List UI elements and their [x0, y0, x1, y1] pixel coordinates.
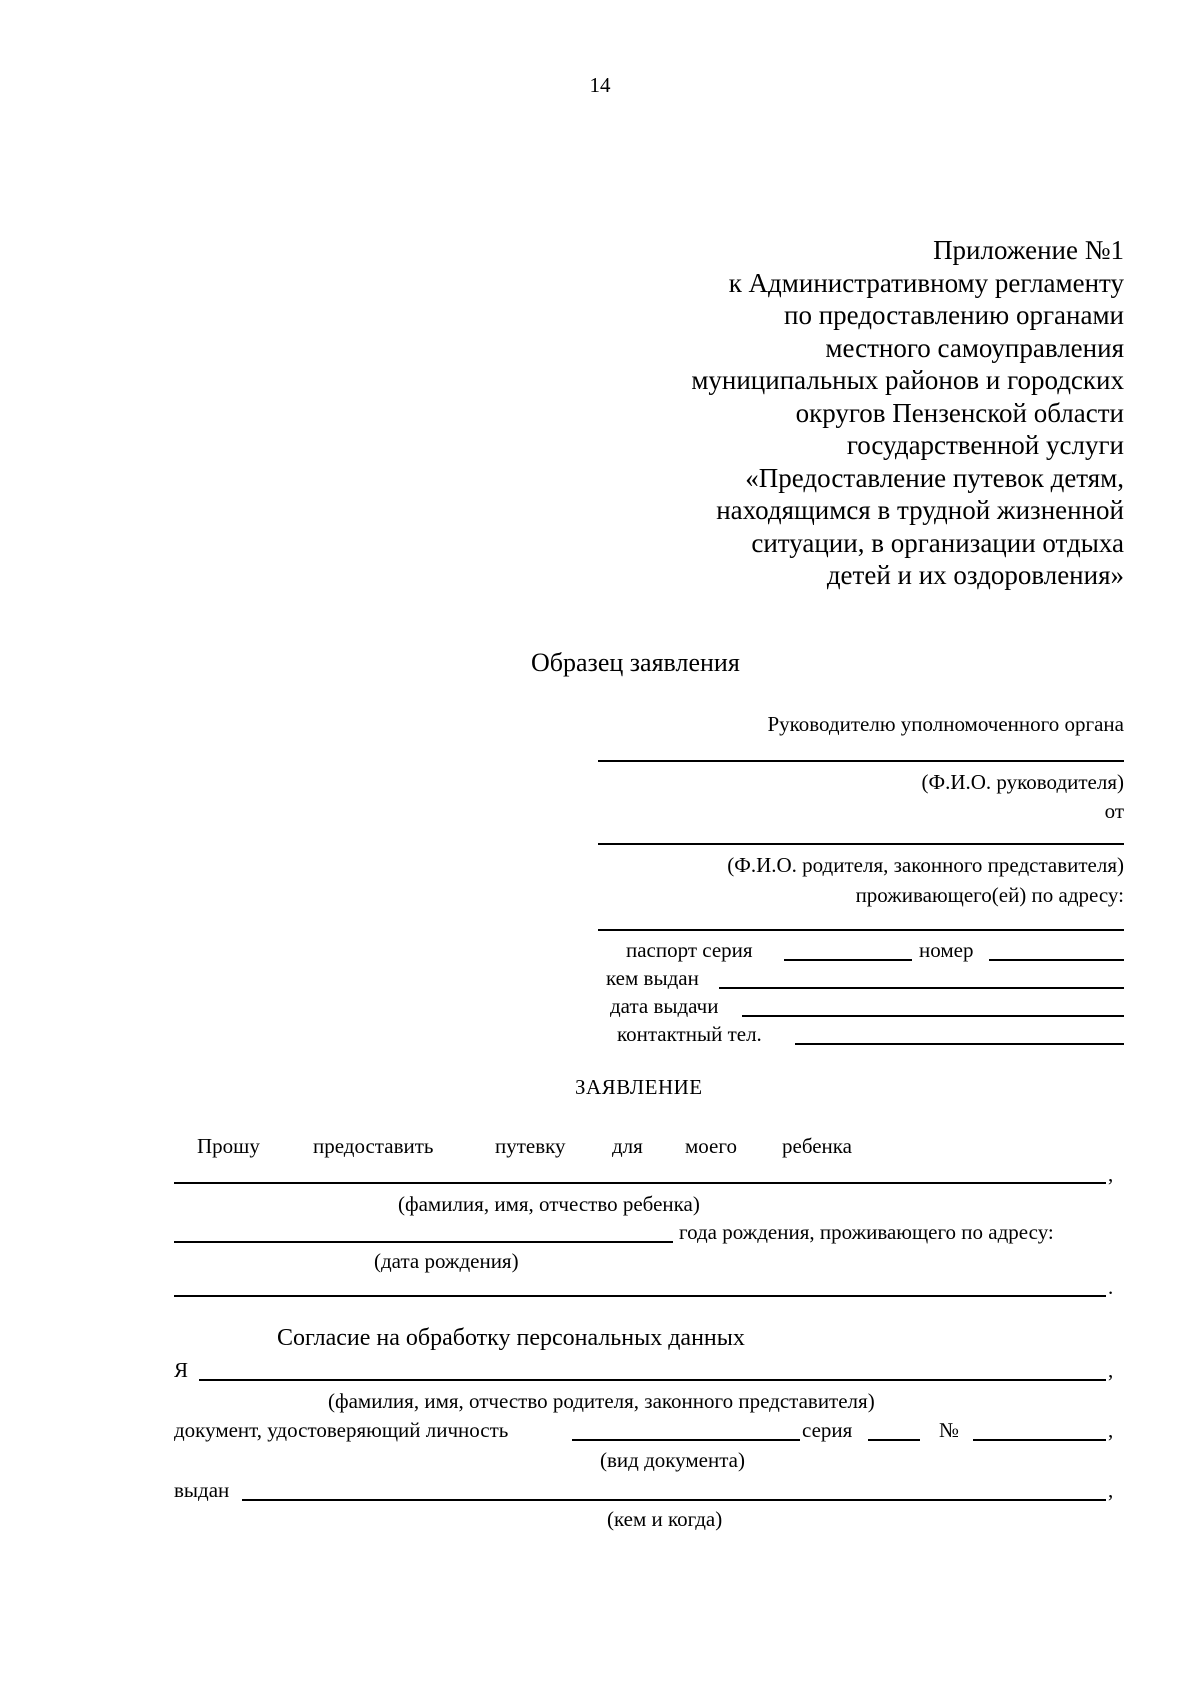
request-word: предоставить	[313, 1134, 434, 1158]
id-number-label: №	[939, 1418, 960, 1442]
issued-label: выдан	[174, 1478, 230, 1502]
parent-name-field[interactable]	[598, 843, 1124, 845]
appendix-line: «Предоставление путевок детям,	[745, 462, 1124, 493]
appendix-line: ситуации, в организации отдыха	[751, 527, 1124, 558]
issue-date-field[interactable]	[742, 1015, 1124, 1017]
from-label: от	[1104, 799, 1124, 823]
appendix-line: по предоставлению органами	[784, 300, 1124, 330]
consent-parent-name-caption: (фамилия, имя, отчество родителя, законного представителя)	[328, 1389, 875, 1413]
appendix-line: местного самоуправления	[825, 332, 1124, 363]
id-number-field[interactable]	[973, 1439, 1106, 1441]
address-period: .	[1108, 1275, 1114, 1299]
address-field[interactable]	[598, 929, 1124, 931]
doc-type-caption: (вид документа)	[600, 1448, 745, 1472]
request-word: Прошу	[197, 1134, 260, 1158]
child-name-field[interactable]	[174, 1182, 1106, 1184]
appendix-header	[691, 234, 1124, 592]
parent-name-caption: (Ф.И.О. родителя, законного представителя)	[727, 853, 1124, 877]
request-word: моего	[685, 1134, 737, 1158]
appendix-line: к Административному регламенту	[728, 267, 1124, 298]
passport-number-label: номер	[919, 938, 974, 962]
child-address-field[interactable]	[174, 1295, 1106, 1297]
child-name-comma: ,	[1108, 1162, 1114, 1186]
id-comma: ,	[1108, 1418, 1114, 1442]
consent-parent-name-field[interactable]	[199, 1379, 1106, 1381]
birth-date-caption: (дата рождения)	[374, 1249, 519, 1273]
id-series-field[interactable]	[868, 1439, 920, 1441]
appendix-line: государственной услуги	[846, 430, 1124, 460]
address-label: проживающего(ей) по адресу:	[855, 883, 1124, 907]
consent-title: Согласие на обработку персональных данных	[277, 1325, 745, 1351]
passport-series-label: паспорт серия	[626, 938, 753, 962]
appendix-line: округов Пензенской области	[795, 397, 1124, 428]
issue-date-label: дата выдачи	[610, 994, 719, 1018]
request-word: ребенка	[782, 1134, 852, 1158]
appendix-line: детей и их оздоровления»	[826, 560, 1124, 590]
consent-comma: ,	[1108, 1358, 1114, 1382]
page-number: 14	[589, 73, 611, 97]
appendix-line: Приложение №1	[933, 235, 1124, 265]
child-birth-date-field[interactable]	[174, 1241, 673, 1243]
issued-comma: ,	[1108, 1478, 1114, 1502]
appendix-line: находящимся в трудной жизненной	[716, 495, 1124, 525]
request-word: путевку	[495, 1134, 566, 1158]
phone-label: контактный тел.	[617, 1022, 762, 1046]
consent-i-label: Я	[174, 1358, 189, 1382]
request-word: для	[612, 1134, 643, 1158]
passport-number-field[interactable]	[989, 959, 1124, 961]
issued-caption: (кем и когда)	[607, 1507, 723, 1531]
statement-heading: ЗАЯВЛЕНИЕ	[575, 1075, 703, 1099]
id-series-label: серия	[802, 1418, 853, 1442]
issued-by-label: кем выдан	[606, 966, 699, 990]
addressee-to-label: Руководителю уполномоченного органа	[767, 712, 1124, 736]
child-name-caption: (фамилия, имя, отчество ребенка)	[398, 1192, 700, 1216]
appendix-line: муниципальных районов и городских	[691, 365, 1124, 395]
passport-series-field[interactable]	[784, 959, 912, 961]
issued-by-when-field[interactable]	[242, 1499, 1106, 1501]
issued-by-field[interactable]	[719, 987, 1124, 989]
head-name-caption: (Ф.И.О. руководителя)	[921, 770, 1124, 794]
phone-field[interactable]	[795, 1043, 1124, 1045]
id-document-type-field[interactable]	[572, 1439, 800, 1441]
head-name-field[interactable]	[598, 760, 1124, 762]
id-document-label: документ, удостоверяющий личность	[174, 1418, 509, 1442]
sample-title: Образец заявления	[531, 648, 740, 677]
birth-year-text: года рождения, проживающего по адресу:	[679, 1220, 1054, 1244]
